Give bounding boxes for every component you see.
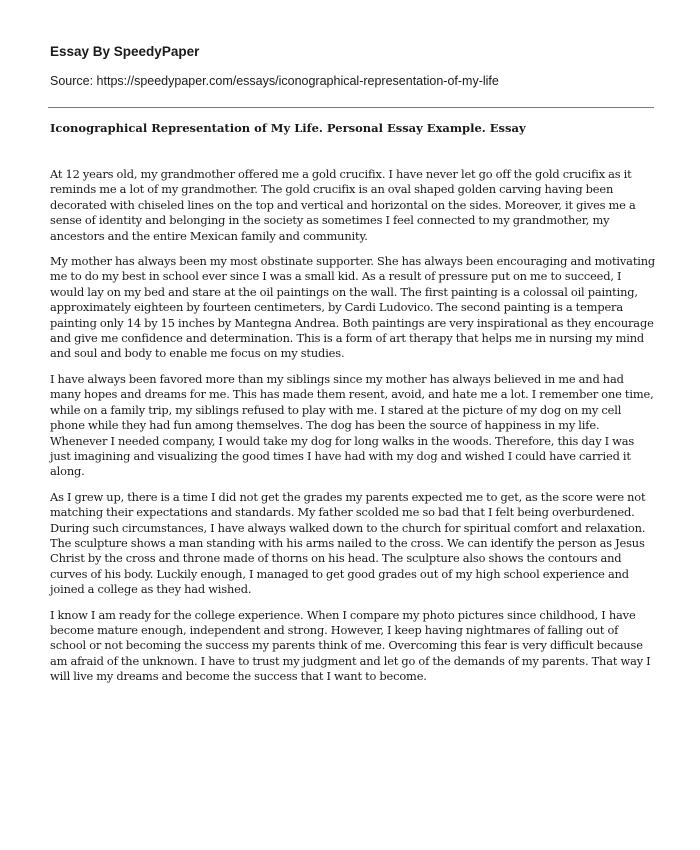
paragraph-1: At 12 years old, my grandmother offered me a gold crucifix. I have never let go off the gold crucifix as it reminds me a lot of my grandmother. The gold crucifix is an oval shaped golden carving having been decorated with chiseled lines on the top and vertical and horizontal on the sides. Moreover, it gives me a sense of identity and belonging in the society as sometimes I feel connected to my grandmother, my ancestors and the entire Mexican family and community. [50,167,636,243]
publisher-heading: Essay By SpeedyPaper [50,44,200,59]
paragraph-2: My mother has always been my most obstinate supporter. She has always been encouraging and motivating me to do my best in school ever since I was a small kid. As a result of pressure put on me to succeed, I would lay on my bed and stare at the oil paintings on the wall. The first painting is a colossal oil painting, approximately eighteen by fourteen centimeters, by Cardi Ludovico. The second painting is a tempera painting only 14 by 15 inches by Mantegna Andrea. Both paintings are very inspirational as they encourage and give me confidence and determination. This is a form of art therapy that helps me in nursing my mind and soul and body to enable me focus on my studies. [50,254,656,361]
paragraph-3: I have always been favored more than my siblings since my mother has always believed in me and had many hopes and dreams for me. This has made them resent, avoid, and hate me a lot. I remember one time, while on a family trip, my siblings refused to play with me. I stared at the picture of my dog on my cell phone while they had fun among themselves. The dog has been the source of happiness in my life. Whenever I needed company, I would take my dog for long walks in the woods. Therefore, this day I was just imagining and visualizing the good times I have had with my dog and wished I could have carried it along. [50,371,654,479]
source-line: Source: https://speedypaper.com/essays/iconographical-representation-of-my-life [50,74,499,88]
paragraph-4: As I grew up, there is a time I did not get the grades my parents expected me to get, as the score were not matching their expectations and standards. My father scolded me so bad that I felt being overburdened. During such circumstances, I have always walked down to the church for spiritual comfort and relaxation. The sculpture shows a man standing with his arms nailed to the cross. We can identify the person as Jesus Christ by the cross and throne made of thorns on his head. The sculpture also shows the contours and curves of his body. Luckily enough, I managed to get good grades out of my high school experience and joined a college as they had wished. [50,489,646,597]
essay-body [50,167,656,695]
header-divider [48,107,654,108]
document-header [50,44,660,89]
essay-title: Iconographical Representation of My Life. Personal Essay Example. Essay [50,121,526,135]
paragraph-5: I know I am ready for the college experience. When I compare my photo pictures since childhood, I have become mature enough, independent and strong. However, I keep having nightmares of falling out of school or not becoming the success my parents think of me. Overcoming this fear is very difficult because am afraid of the unknown. I have to trust my judgment and let go of the demands of my parents. That way I will live my dreams and become the success that I want to become. [50,607,651,684]
